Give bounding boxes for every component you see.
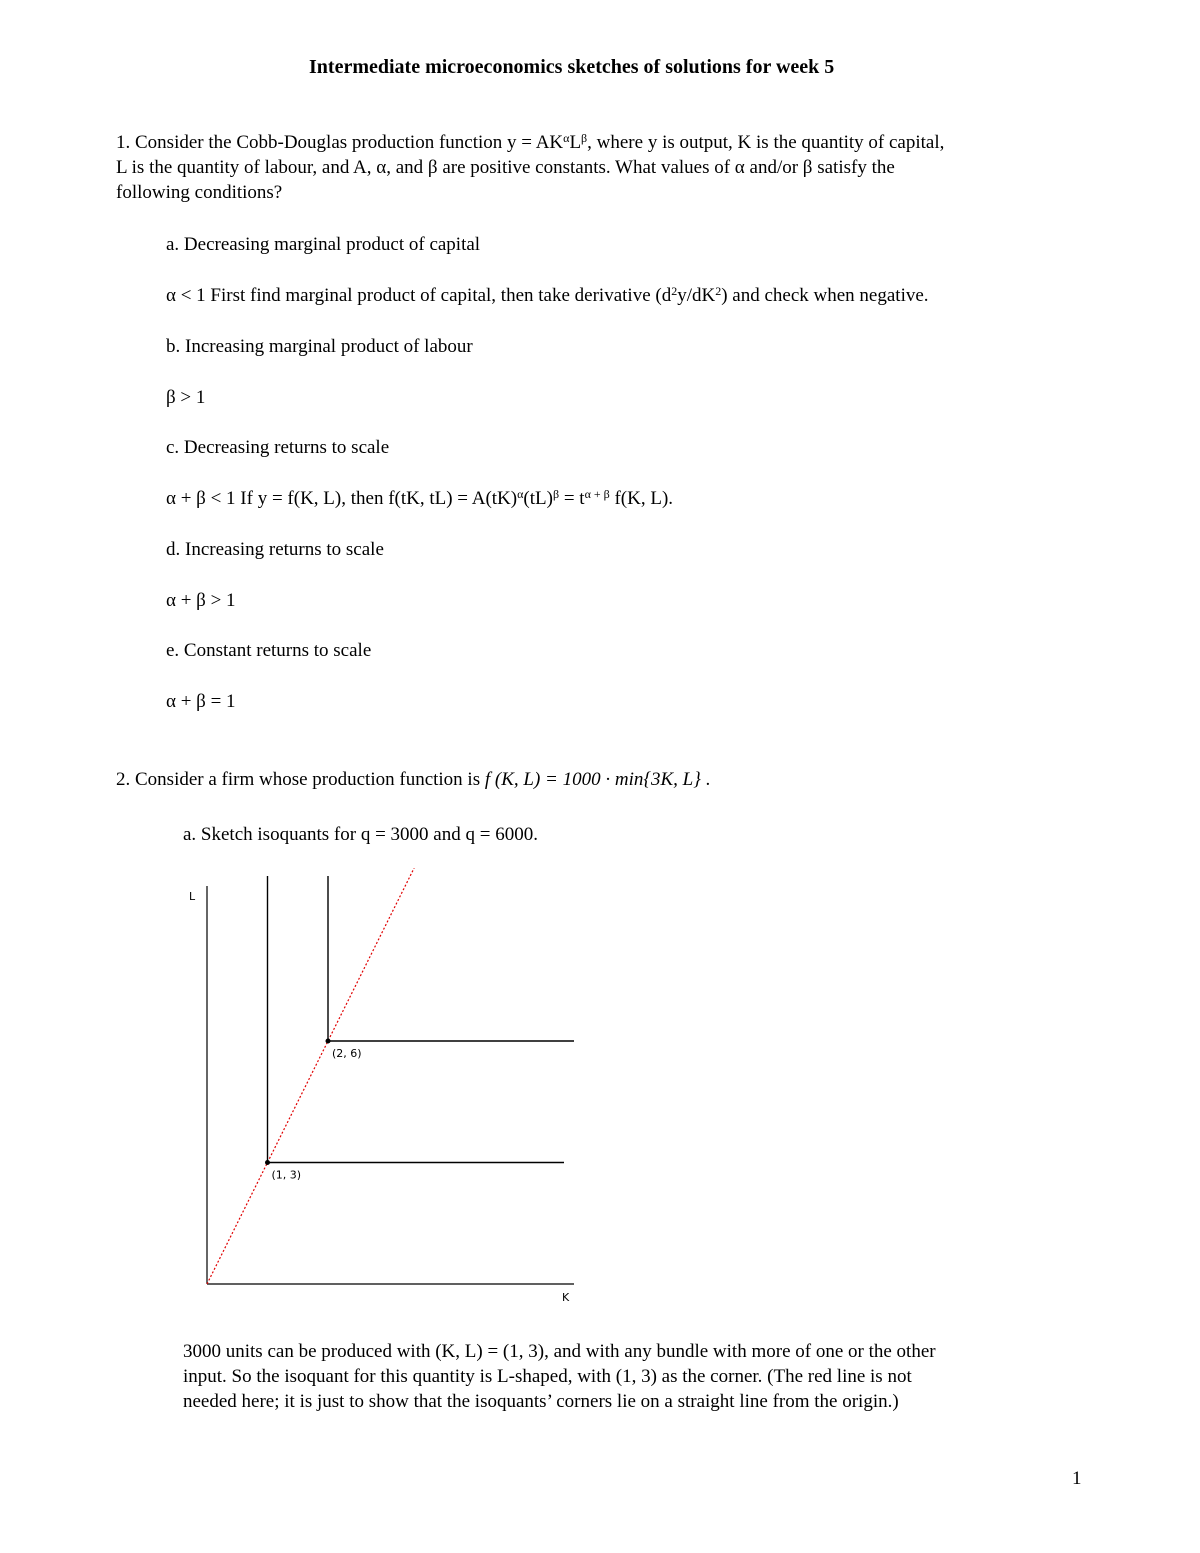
q1-b-question: b. Increasing marginal product of labour xyxy=(166,336,473,357)
q2-answer-line-1: 3000 units can be produced with (K, L) = (1, 3), and with any bundle with more of one or the other xyxy=(183,1341,936,1362)
corner-label-2: (2, 6) xyxy=(332,1047,362,1060)
q1-a-question: a. Decreasing marginal product of capital xyxy=(166,234,481,255)
q2-a-question: a. Sketch isoquants for q = 3000 and q = 6000. xyxy=(183,824,538,845)
production-function-formula: f (K, L) = 1000 · min{3K, L} xyxy=(484,769,701,790)
q2-answer-line-3: needed here; it is just to show that the isoquants’ corners lie on a straight line from the origin.) xyxy=(183,1391,899,1412)
corner-point-1 xyxy=(265,1160,270,1165)
page-title: Intermediate microeconomics sketches of solutions for week 5 xyxy=(309,56,835,78)
q1-e-answer: α + β = 1 xyxy=(166,691,236,712)
q1-c-question: c. Decreasing returns to scale xyxy=(166,437,390,458)
q1-line-3: following conditions? xyxy=(116,182,283,203)
y-axis-label: L xyxy=(189,890,196,903)
q1-line-1: 1. Consider the Cobb-Douglas production function $y = AK^\alpha L^\beta$, where y is output, K is the quantity of capital, xyxy=(116,131,945,153)
q1-d-question: d. Increasing returns to scale xyxy=(166,539,384,560)
expansion-ray xyxy=(207,868,414,1284)
chart-labels-layer xyxy=(189,890,570,1304)
corner-point-2 xyxy=(326,1039,331,1044)
expansion-ray-layer xyxy=(207,868,414,1284)
corner-label-1: (1, 3) xyxy=(271,1168,302,1182)
q1-b-answer: β > 1 xyxy=(166,387,206,408)
q2-intro: 2. Consider a firm whose production function is f (K, L) = 1000 · min{3K, L} . xyxy=(116,769,711,790)
page-number: 1 xyxy=(1072,1468,1082,1489)
q1-a-answer: α < 1 First find marginal product of capital, then take derivative $(d^2y/dK^2)$ and check when negative. xyxy=(166,284,929,306)
chart-axes xyxy=(207,886,574,1284)
isoquant-layer xyxy=(265,876,574,1165)
isoquant-chart xyxy=(180,868,600,1308)
q1-d-answer: α + β > 1 xyxy=(166,590,236,611)
q1-e-question: e. Constant returns to scale xyxy=(166,640,372,661)
q1-c-answer: α + β < 1 If y = f(K, L), then f(tK, $tL) = A(tK)^\alpha(tL)^\beta = t^{\alpha + \beta}$ f(K, L). xyxy=(166,487,674,509)
q1-line-2: L is the quantity of labour, and A, α, and β are positive constants. What values of α and/or β satisfy the xyxy=(116,157,895,178)
x-axis-label: K xyxy=(562,1291,570,1304)
q2-answer-line-2: input. So the isoquant for this quantity is L-shaped, with (1, 3) as the corner. (The red line is not xyxy=(183,1366,912,1387)
